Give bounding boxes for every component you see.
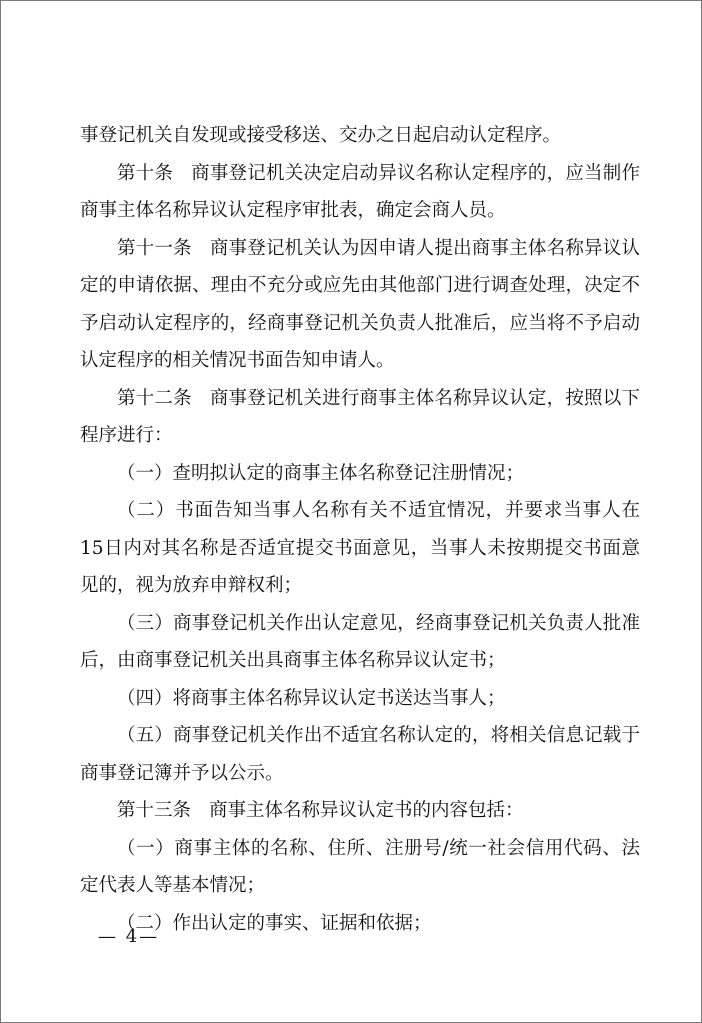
article-13-item-2 (80, 905, 640, 943)
article-12-item-5 (80, 717, 640, 792)
article-12 (80, 380, 640, 455)
article-10 (80, 155, 640, 230)
paragraph-continuation (80, 117, 640, 155)
paragraph-text: （四）将商事主体名称异议认定书送达当事人； (117, 687, 506, 709)
paragraph-text: （五）商事登记机关作出不适宜名称认定的，将相关信息记载于商事登记簿并予以公示。 (80, 725, 640, 784)
paragraph-text: （二）作出认定的事实、证据和依据； (117, 912, 432, 934)
article-heading: 第十三条 (117, 800, 192, 821)
document-body (80, 117, 640, 942)
paragraph-text: 商事登记机关决定启动异议名称认定程序的，应当制作商事主体名称异议认定程序审批表，确定会商人员。 (80, 162, 640, 221)
article-12-item-1 (80, 455, 640, 493)
article-11 (80, 230, 640, 380)
paragraph-text: 商事登记机关进行商事主体名称异议认定，按照以下程序进行： (80, 387, 640, 446)
article-heading: 第十二条 (117, 387, 192, 409)
article-13 (80, 792, 640, 830)
paragraph-text: 事登记机关自发现或接受移送、交办之日起启动认定程序。 (80, 125, 562, 146)
article-12-item-2 (80, 492, 640, 605)
paragraph-text: （一）商事主体的名称、住所、注册号/统一社会信用代码、法定代表人等基本情况； (80, 837, 640, 896)
paragraph-text: 商事登记机关认为因申请人提出商事主体名称异议认定的申请依据、理由不充分或应先由其他部门进行调查处理，决定不予启动认定程序的，经商事登记机关负责人批准后，应当将不予启动认定程序的相关情况书面告知申请人。 (80, 237, 640, 371)
article-12-item-4 (80, 680, 640, 718)
article-13-item-1 (80, 830, 640, 905)
paragraph-text: （二）书面告知当事人名称有关不适宜情况，并要求当事人在15日内对其名称是否适宜提交书面意见，当事人未按期提交书面意见的，视为放弃申辩权利； (80, 500, 640, 596)
article-heading: 第十一条 (117, 237, 192, 259)
article-heading: 第十条 (117, 162, 174, 184)
paragraph-text: （一）查明拟认定的商事主体名称登记注册情况； (117, 462, 525, 484)
paragraph-text: 商事主体名称异议认定书的内容包括： (209, 800, 524, 821)
page-number: — 4— (98, 926, 160, 947)
paragraph-text: （三）商事登记机关作出认定意见，经商事登记机关负责人批准后，由商事登记机关出具商事主体名称异议认定书； (80, 612, 640, 671)
article-12-item-3 (80, 605, 640, 680)
